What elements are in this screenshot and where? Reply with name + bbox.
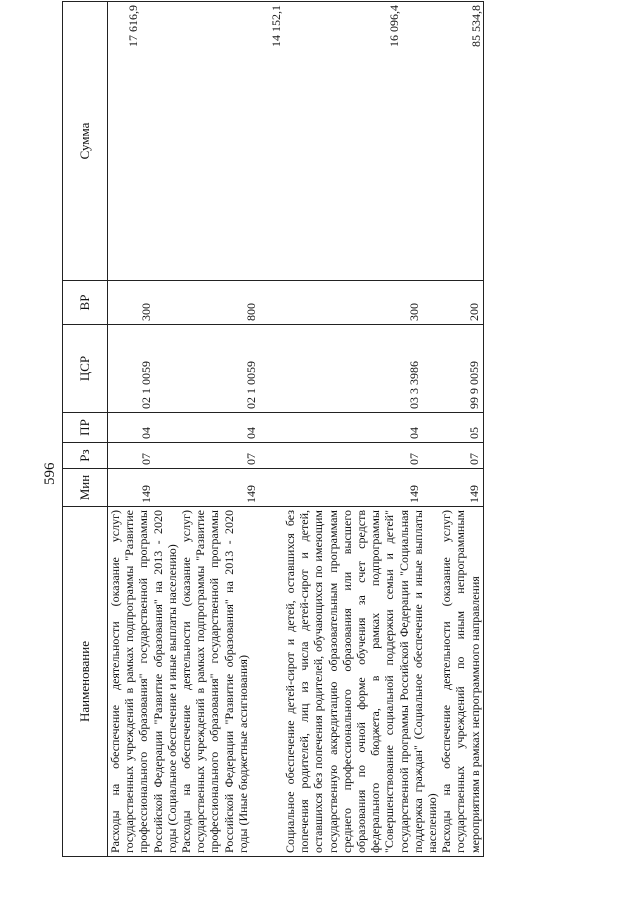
row-csr: 02 1 0059 [108, 325, 180, 413]
row-min: 149 [283, 469, 439, 507]
header-name: Наименование [63, 507, 108, 857]
row-sum: 17 616,9 [108, 2, 180, 281]
header-sum: Сумма [63, 2, 108, 281]
row-sum: 85 534,8 [439, 2, 484, 281]
row-csr: 03 3 3986 [283, 325, 439, 413]
row-name: Расходы на обеспечение деятельности (оказание услуг) государственных учреждений в рамках подпрограммы "Развитие профессионального образования" государственной программы Российской Федерации "Развитие образования" на 2013 - 2020 годы (Иные бюджетные ассигнования) [179, 507, 283, 857]
row-rz: 07 [108, 443, 180, 469]
table-row [179, 2, 283, 857]
row-name: Расходы на обеспечение деятельности (оказание услуг) государственных учреждений в рамках подпрограммы "Развитие профессионального образования" государственной программы Российской Федерации "Развитие образования" на 2013 - 2020 годы (Социальное обеспечение и иные выплаты населению) [108, 507, 180, 857]
row-pr: 05 [439, 413, 484, 443]
row-csr: 02 1 0059 [179, 325, 283, 413]
page-number: 596 [42, 462, 58, 485]
header-pr: ПР [63, 413, 108, 443]
table-row [108, 2, 180, 857]
row-sum: 14 152,1 [179, 2, 283, 281]
header-min: Мин [63, 469, 108, 507]
table-row [439, 2, 484, 857]
row-vr: 300 [108, 281, 180, 325]
row-min: 149 [179, 469, 283, 507]
budget-table [62, 1, 484, 857]
row-pr: 04 [283, 413, 439, 443]
row-min: 149 [108, 469, 180, 507]
row-csr: 99 9 0059 [439, 325, 484, 413]
table-header-row [63, 2, 108, 857]
row-vr: 300 [283, 281, 439, 325]
row-name: Социальное обеспечение детей-сирот и детей, оставшихся без попечения родителей, лиц из числа детей-сирот и детей, оставшихся без попечения родителей, обучающихся по имеющим государственную аккредитацию образовательным программам среднего профессионального образования или высшего образования по очной форме обучения за счет средств федерального бюджета, в рамках подпрограммы "Совершенствование социальной поддержки семьи и детей" государственной программы Российской Федерации "Социальная поддержка граждан" (Социальное обеспечение и иные выплаты населению) [283, 507, 439, 857]
row-rz: 07 [179, 443, 283, 469]
row-vr: 800 [179, 281, 283, 325]
row-sum: 16 096,4 [283, 2, 439, 281]
row-rz: 07 [283, 443, 439, 469]
header-vr: ВР [63, 281, 108, 325]
row-min: 149 [439, 469, 484, 507]
header-rz: Рз [63, 443, 108, 469]
row-pr: 04 [179, 413, 283, 443]
row-name: Расходы на обеспечение деятельности (оказание услуг) государственных учреждений по иным непрограммным мероприятиям в рамках непрограммного направления [439, 507, 484, 857]
row-pr: 04 [108, 413, 180, 443]
row-rz: 07 [439, 443, 484, 469]
row-vr: 200 [439, 281, 484, 325]
header-csr: ЦСР [63, 325, 108, 413]
table-row [283, 2, 439, 857]
